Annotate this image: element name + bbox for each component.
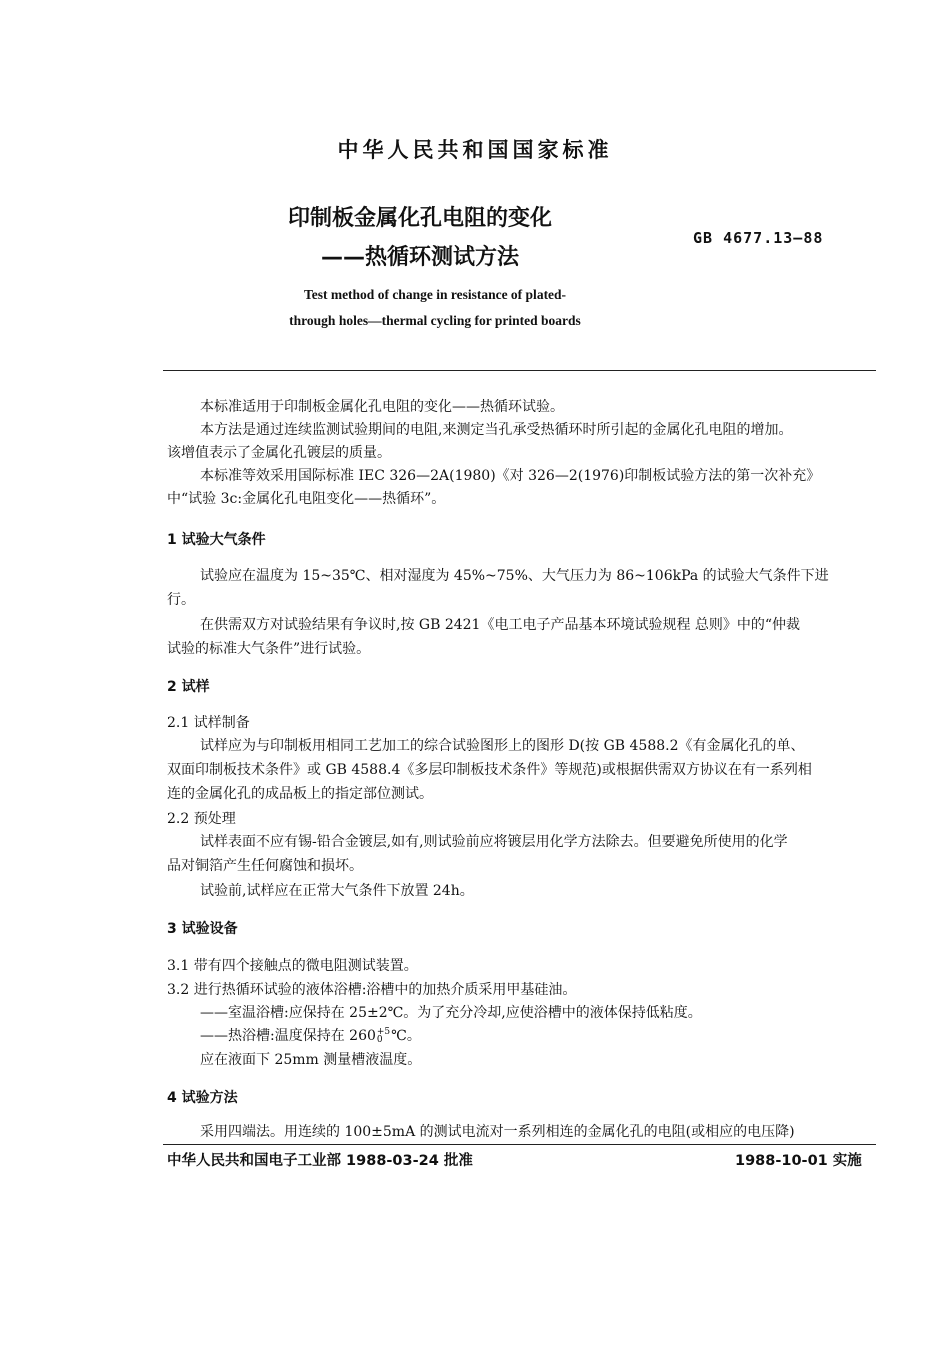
approval-line: 中华人民共和国电子工业部 1988-03-24 批准 bbox=[167, 1153, 473, 1169]
s1-p2a: 在供需双方对试验结果有争议时,按 GB 2421《电工电子产品基本环境试验规程 总则》中的“仲裁 bbox=[200, 617, 801, 633]
standard-header: 中华人民共和国国家标准 bbox=[337, 138, 613, 162]
section-2-heading: 2 试样 bbox=[167, 679, 210, 695]
tolerance bbox=[377, 1028, 390, 1044]
intro-p3b: 中“试验 3c:金属化孔电阻变化——热循环”。 bbox=[167, 491, 446, 507]
section-3-heading: 3 试验设备 bbox=[167, 921, 238, 937]
s32-bullet-room-bath: ——室温浴槽:应保持在 25±2℃。为了充分冷却,应使浴槽中的液体保持低粘度。 bbox=[200, 1005, 702, 1021]
footer-rule bbox=[163, 1144, 876, 1145]
s4-p1: 采用四端法。用连续的 100±5mA 的测试电流对一系列相连的金属化孔的电阻(或相应的电压降) bbox=[200, 1124, 795, 1140]
s1-p1a: 试验应在温度为 15~35℃、相对湿度为 45%~75%、大气压力为 86~106kPa 的试验大气条件下进 bbox=[200, 568, 829, 584]
section-2-2-heading: 2.2 预处理 bbox=[167, 811, 236, 827]
s31-line: 3.1 带有四个接触点的微电阻测试装置。 bbox=[167, 958, 418, 974]
title-en-line2: through holes—thermal cycling for printed boards bbox=[289, 313, 581, 328]
s21-line3: 连的金属化孔的成品板上的指定部位测试。 bbox=[167, 786, 433, 802]
tolerance-lower: 0 bbox=[376, 1035, 383, 1045]
section-2-1-heading: 2.1 试样制备 bbox=[167, 715, 250, 731]
s32-measure-line: 应在液面下 25mm 测量槽液温度。 bbox=[200, 1052, 422, 1068]
intro-p2a: 本方法是通过连续监测试验期间的电阻,来测定当孔承受热循环时所引起的金属化孔电阻的增加。 bbox=[200, 422, 793, 438]
standard-code: GB 4677.13—88 bbox=[693, 229, 824, 247]
intro-p2b: 该增值表示了金属化孔镀层的质量。 bbox=[167, 445, 391, 461]
title-en-line1: Test method of change in resistance of plated- bbox=[303, 287, 567, 302]
implementation-date: 1988-10-01 实施 bbox=[735, 1153, 862, 1169]
s21-line1: 试样应为与印制板用相同工艺加工的综合试验图形上的图形 D(按 GB 4588.2《有金属化孔的单、 bbox=[200, 738, 805, 754]
hot-bath-post: ℃。 bbox=[391, 1028, 421, 1044]
tolerance-upper: +5 bbox=[376, 1027, 391, 1037]
title-cn-line1: 印制板金属化孔电阻的变化 bbox=[287, 206, 552, 231]
intro-p1: 本标准适用于印制板金属化孔电阻的变化——热循环试验。 bbox=[200, 399, 564, 415]
s22-line1: 试样表面不应有锡-铅合金镀层,如有,则试验前应将镀层用化学方法除去。但要避免所使用的化学 bbox=[200, 834, 788, 850]
section-1-heading: 1 试验大气条件 bbox=[167, 532, 266, 548]
s21-line2: 双面印制板技术条件》或 GB 4588.4《多层印制板技术条件》等规范)或根据供需双方协议在有一系列相 bbox=[167, 762, 812, 778]
hot-bath-pre: ——热浴槽:温度保持在 260 bbox=[200, 1028, 376, 1044]
section-4-heading: 4 试验方法 bbox=[167, 1090, 238, 1106]
s32-bullet-hot-bath bbox=[200, 1026, 421, 1046]
s32-line: 3.2 进行热循环试验的液体浴槽:浴槽中的加热介质采用甲基硅油。 bbox=[167, 982, 577, 998]
s1-p1b: 行。 bbox=[167, 592, 195, 608]
intro-p3a: 本标准等效采用国际标准 IEC 326—2A(1980)《对 326—2(1976)印制板试验方法的第一次补充》 bbox=[200, 468, 821, 484]
s22-line2: 品对铜箔产生任何腐蚀和损坏。 bbox=[167, 858, 363, 874]
s1-p2b: 试验的标准大气条件”进行试验。 bbox=[167, 641, 371, 657]
s22-line3: 试验前,试样应在正常大气条件下放置 24h。 bbox=[200, 883, 474, 899]
header-rule bbox=[163, 370, 876, 371]
title-cn-line2: ——热循环测试方法 bbox=[320, 245, 519, 270]
